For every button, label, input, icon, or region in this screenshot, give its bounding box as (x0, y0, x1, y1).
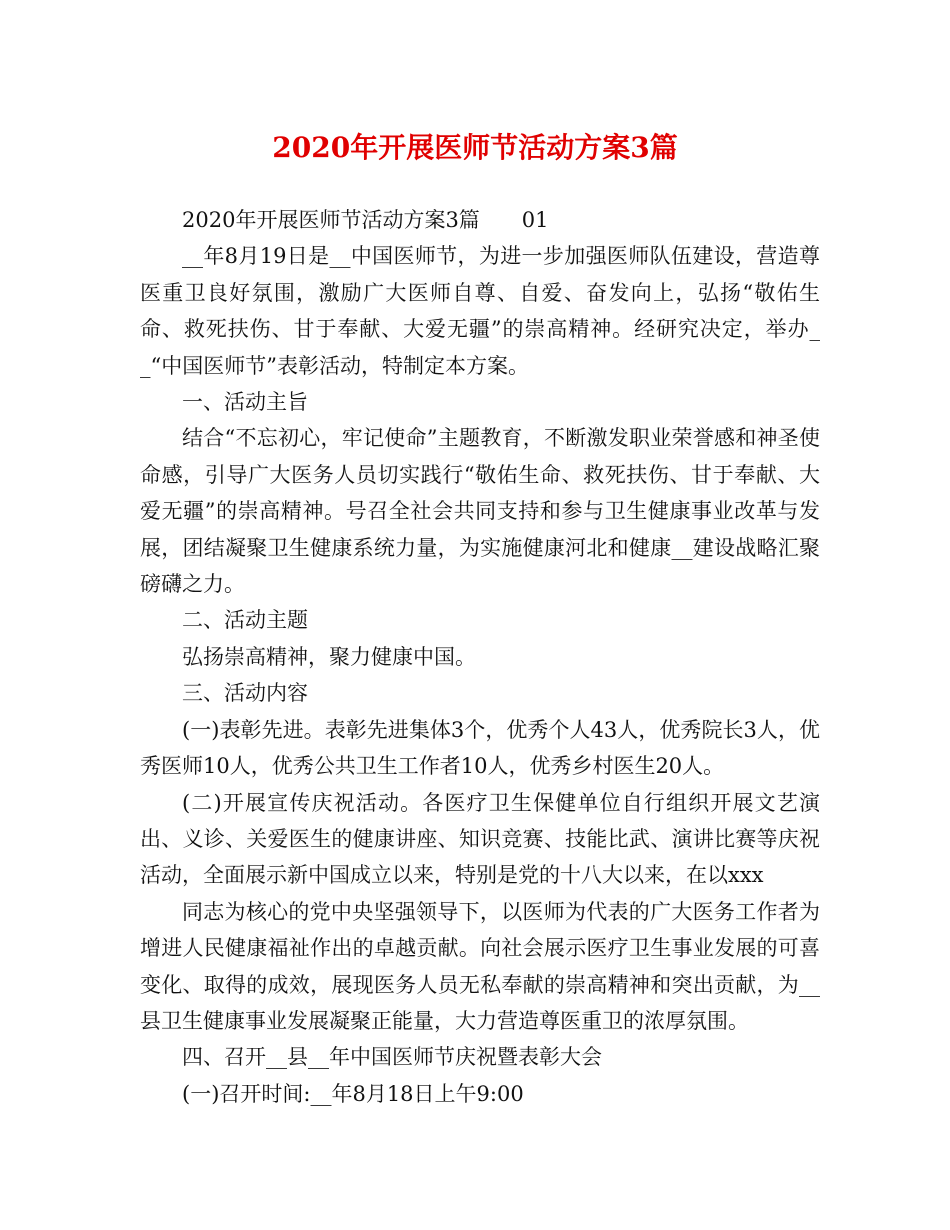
paragraph-heading-line: 2020年开展医师节活动方案3篇 01 (182, 208, 549, 232)
section-heading-purpose: 一、活动主旨 (182, 390, 308, 415)
paragraph-theme: 弘扬崇高精神，聚力健康中国。 (182, 644, 476, 669)
paragraph-purpose: 结合“不忘初心，牢记使命”主题教育，不断激发职业荣誉感和神圣使命感，引导广大医务人员切实践行“敬佑生命、救死扶伤、甘于奉献、大爱无疆”的崇高精神。号召全社会共同支持和参与卫生健康事业改革与发展，团结凝聚卫生健康系统力量，为实施健康河北和健康__建设战略汇聚磅礴之力。 (140, 426, 820, 597)
section-heading-conference: 四、召开__县__年中国医师节庆祝暨表彰大会 (182, 1045, 602, 1070)
paragraph-celebration: (二)开展宣传庆祝活动。各医疗卫生保健单位自行组织开展文艺演出、义诊、关爱医生的健康讲座、知识竞赛、技能比武、演讲比赛等庆祝活动，全面展示新中国成立以来，特别是党的十八大以来，在以xxx (140, 790, 820, 888)
paragraph-conference-time: (一)召开时间:__年8月18日上午9:00 (182, 1081, 524, 1106)
document-body (140, 202, 820, 1112)
section-heading-theme: 二、活动主题 (182, 608, 308, 633)
document-title: 2020年开展医师节活动方案3篇 (272, 131, 678, 164)
paragraph-celebration-continued: 同志为核心的党中央坚强领导下，以医师为代表的广大医务工作者为增进人民健康福祉作出的卓越贡献。向社会展示医疗卫生事业发展的可喜变化、取得的成效，展现医务人员无私奉献的崇高精神和突出贡献，为__县卫生健康事业发展凝聚正能量，大力营造尊医重卫的浓厚氛围。 (140, 899, 820, 1033)
paragraph-commendation: (一)表彰先进。表彰先进集体3个，优秀个人43人，优秀院长3人，优秀医师10人，优秀公共卫生工作者10人，优秀乡村医生20人。 (140, 717, 820, 779)
paragraph-intro: __年8月19日是__中国医师节，为进一步加强医师队伍建设，营造尊医重卫良好氛围，激励广大医师自尊、自爱、奋发向上，弘扬“敬佑生命、救死扶伤、甘于奉献、大爱无疆”的崇高精神。经研究决定，举办__“中国医师节”表彰活动，特制定本方案。 (140, 244, 820, 378)
section-heading-content: 三、活动内容 (182, 681, 308, 706)
